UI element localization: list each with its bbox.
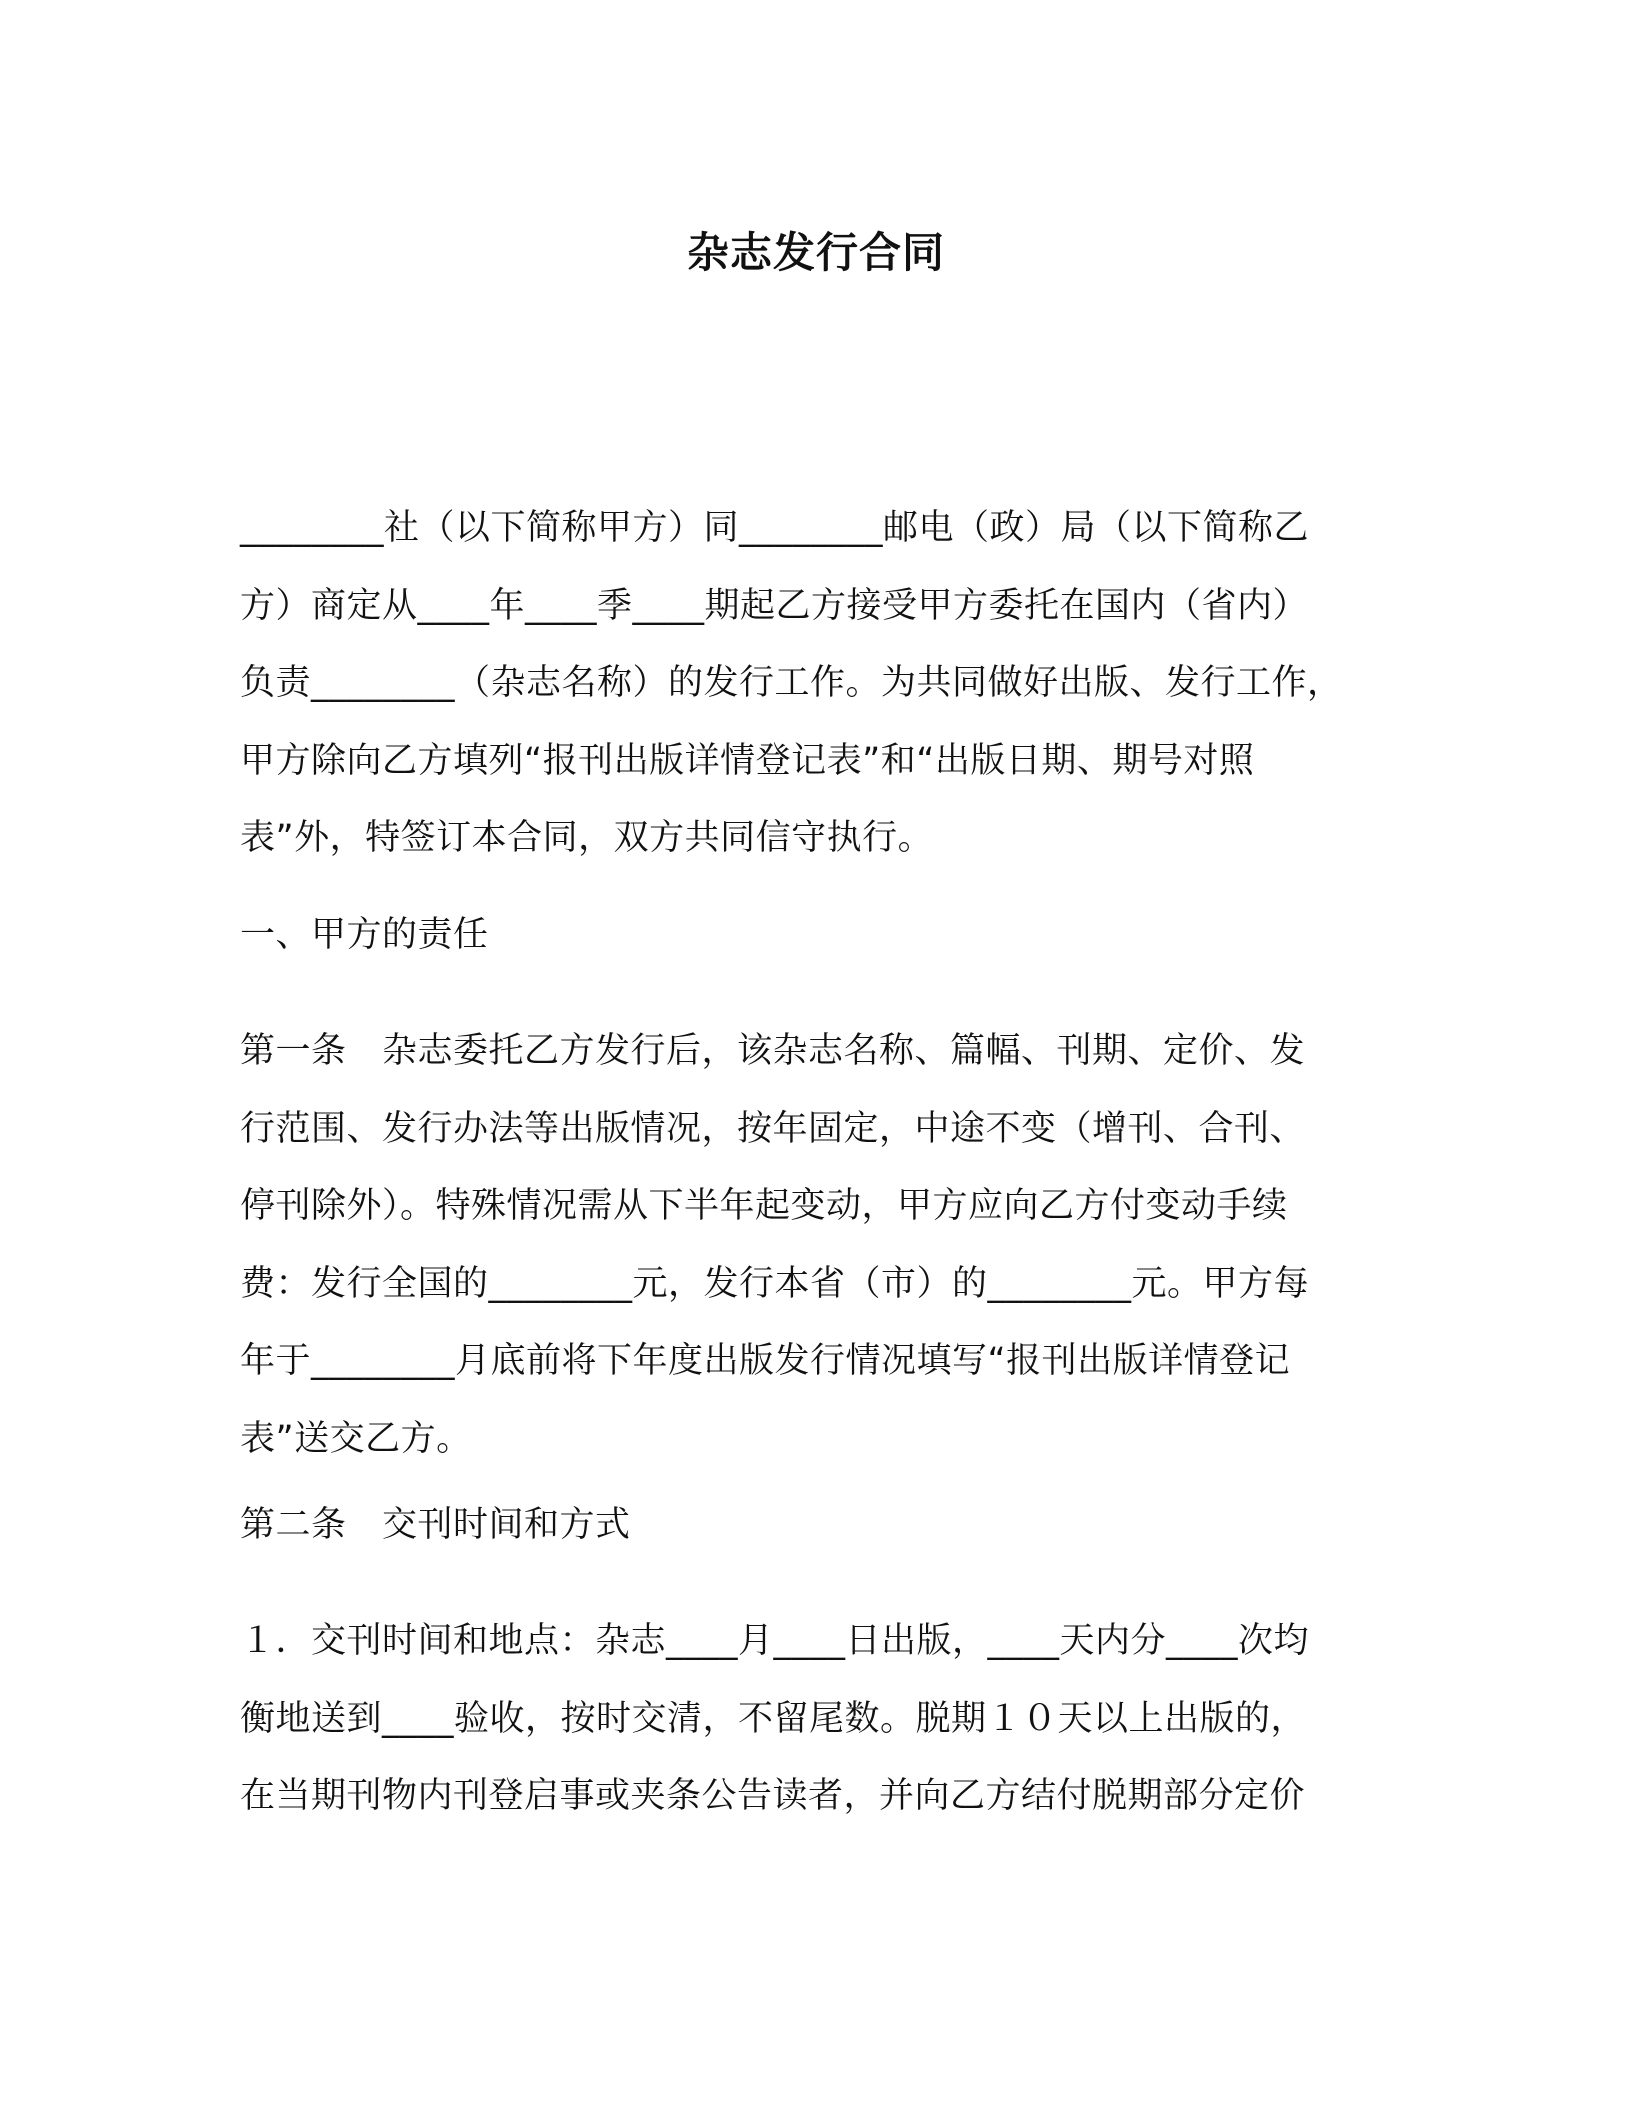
- article-line: 费：发行全国的________元，发行本省（市）的________元。甲方每: [240, 1263, 1310, 1304]
- article-line: 第一条 杂志委托乙方发行后，该杂志名称、篇幅、刊期、定价、发: [240, 1031, 1306, 1071]
- article-line: 停刊除外）。特殊情况需从下半年起变动，甲方应向乙方付变动手续: [240, 1186, 1288, 1226]
- article-2-heading: 第二条 交刊时间和方式: [240, 1505, 631, 1545]
- intro-line: 负责________（杂志名称）的发行工作。为共同做好出版、发行工作，: [240, 663, 1343, 703]
- item-line: 衡地送到____验收，按时交清，不留尾数。脱期１０天以上出版的，: [240, 1698, 1307, 1739]
- document-title: 杂志发行合同: [686, 228, 945, 277]
- intro-paragraph: [240, 490, 1380, 878]
- intro-line: ________社（以下简称甲方）同________邮电（政）局（以下简称乙: [240, 508, 1310, 548]
- article-line: 表”送交乙方。: [240, 1418, 472, 1459]
- intro-line: 方）商定从____年____季____期起乙方接受甲方委托在国内（省内）: [240, 585, 1309, 626]
- article-line: 行范围、发行办法等出版情况，按年固定，中途不变（增刊、合刊、: [240, 1108, 1306, 1149]
- intro-line: 表”外，特签订本合同，双方共同信守执行。: [240, 818, 934, 858]
- intro-line: 甲方除向乙方填列“报刊出版详情登记表”和“出版日期、期号对照: [240, 740, 1255, 781]
- item-line: 在当期刊物内刊登启事或夹条公告读者，并向乙方结付脱期部分定价: [240, 1776, 1306, 1816]
- section-heading: 一、甲方的责任: [240, 915, 489, 955]
- article-1-paragraph: [240, 1013, 1380, 1478]
- item-line: １．交刊时间和地点：杂志____月____日出版，____天内分____次均: [240, 1621, 1310, 1661]
- article-2-item-1: [240, 1603, 1380, 1836]
- article-line: 年于________月底前将下年度出版发行情况填写“报刊出版详情登记: [240, 1341, 1291, 1381]
